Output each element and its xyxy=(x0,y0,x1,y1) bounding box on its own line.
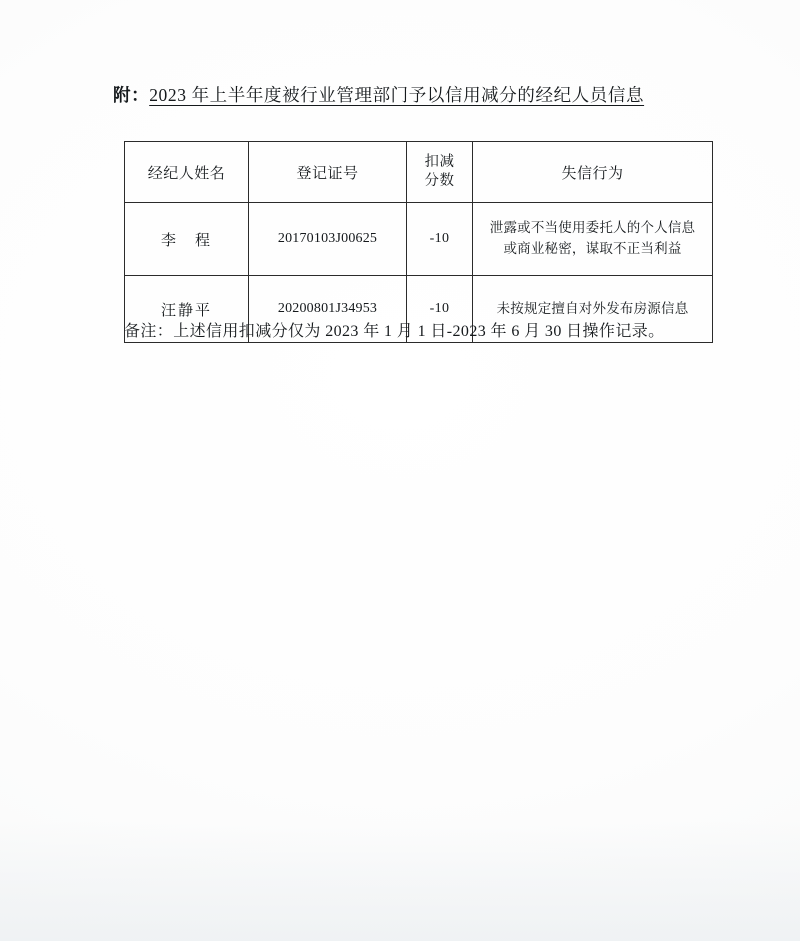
cell-name: 李 程 xyxy=(125,203,249,276)
cell-name: 汪静平 xyxy=(125,276,249,343)
cell-behavior: 泄露或不当使用委托人的个人信息或商业秘密，谋取不正当利益 xyxy=(473,203,713,276)
page-title xyxy=(113,82,644,107)
table-header xyxy=(125,142,713,203)
title-main: 2023 年上半年度被行业管理部门予以信用减分的经纪人员信息 xyxy=(149,85,645,105)
column-header-score-line2: 分数 xyxy=(424,173,455,189)
title-prefix: 附： xyxy=(113,85,150,105)
column-header-score xyxy=(407,142,473,203)
cell-score: -10 xyxy=(407,203,473,276)
column-header-cert: 登记证号 xyxy=(249,142,407,203)
column-header-score-line1: 扣减 xyxy=(424,153,455,170)
table-row xyxy=(125,203,713,276)
column-header-behavior: 失信行为 xyxy=(473,142,713,203)
cell-score: -10 xyxy=(407,276,473,343)
column-header-name: 经纪人姓名 xyxy=(125,142,249,203)
cell-cert: 20170103J00625 xyxy=(249,203,407,276)
table-header-row xyxy=(125,142,713,203)
credit-deduction-table xyxy=(124,141,713,343)
table-note: 备注：上述信用扣减分仅为 2023 年 1 月 1 日-2023 年 6 月 30 日操作记录。 xyxy=(124,323,665,340)
cell-behavior: 未按规定擅自对外发布房源信息 xyxy=(473,276,713,343)
cell-cert: 20200801J34953 xyxy=(249,276,407,343)
